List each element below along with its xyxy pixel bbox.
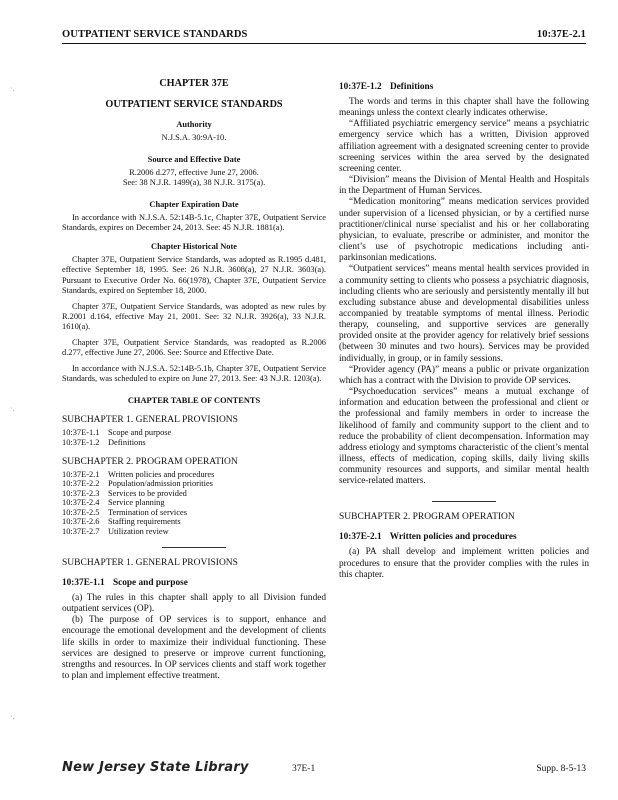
toc-title: Definitions <box>108 437 146 447</box>
toc-list-1 <box>62 428 326 447</box>
toc-title: Service planning <box>108 498 165 508</box>
toc-code: 10:37E-2.5 <box>62 507 100 517</box>
toc-title: Written policies and procedures <box>108 470 215 480</box>
library-watermark: New Jersey State Library <box>62 760 249 775</box>
page-number: 37E-1 <box>292 764 316 774</box>
toc-subchapter-1: SUBCHAPTER 1. GENERAL PROVISIONS <box>62 415 238 426</box>
history-paragraph: Chapter 37E, Outpatient Service Standards, was adopted as R.1995 d.481, effective September 18, 1995. See: 26 N.J.R. 3608(a), 27 N.J.R. 3603(a). Pursuant to Executive Order No. 66(1978), Chapter 37E, Outpatient Service Standards, expired on September 18, 2000. <box>62 255 326 295</box>
scan-mark: ·. <box>10 84 15 93</box>
section-heading <box>339 82 589 92</box>
paragraph: (a) The rules in this chapter shall apply to all Division funded outpatient services (OP). <box>62 592 326 615</box>
right-column <box>339 78 589 581</box>
toc-subchapter-2: SUBCHAPTER 2. PROGRAM OPERATION <box>62 457 238 468</box>
expiration-heading: Chapter Expiration Date <box>149 200 239 210</box>
source-heading: Source and Effective Date <box>147 155 241 165</box>
running-header <box>62 29 586 44</box>
toc-row <box>62 508 326 517</box>
section-divider <box>162 547 226 548</box>
source-line: See: 38 N.J.R. 1499(a), 38 N.J.R. 3175(a). <box>122 178 266 188</box>
authority-heading: Authority <box>176 120 212 129</box>
history-paragraph: Chapter 37E, Outpatient Service Standards, was adopted as new rules by R.2001 d.164, effective May 21, 2001. See: 32 N.J.R. 3926(a), 33 N.J.R. 1610(a). <box>62 301 326 331</box>
section-number: 10:37E-2.1 <box>339 532 382 543</box>
definition: “Affiliated psychiatric emergency service” means a psychiatric emergency service which has a written, Division approved affiliation agreement with a designated screening center to provide screening services within the area served by the designated screening center. <box>339 119 589 174</box>
expiration-text: In accordance with N.J.S.A. 52:14B-5.1c, Chapter 37E, Outpatient Service Standards, expires on December 24, 2013. See: 45 N.J.R. 1881(a). <box>62 213 326 233</box>
toc-title: Termination of services <box>108 507 187 517</box>
toc-code: 10:37E-2.2 <box>62 479 100 489</box>
toc-row <box>62 527 326 536</box>
history-heading: Chapter Historical Note <box>151 242 237 252</box>
section-number: 10:37E-1.2 <box>339 82 382 92</box>
left-column <box>62 78 326 682</box>
toc-title: Utilization review <box>108 526 169 536</box>
toc-code: 10:37E-2.6 <box>62 517 100 527</box>
section-title: Scope and purpose <box>112 577 188 588</box>
section-heading <box>62 578 326 588</box>
toc-row <box>62 438 326 447</box>
authority-text: N.J.S.A. 30:9A-10. <box>161 133 227 142</box>
section-divider <box>432 501 496 502</box>
supplement-date: Supp. 8-5-13 <box>536 764 586 774</box>
history-paragraph: In accordance with N.J.S.A. 52:14B-5.1b, Chapter 37E, Outpatient Service Standards, was scheduled to expire on June 27, 2013. See: 43 N.J.R. 1203(a). <box>62 364 326 384</box>
toc-title: Scope and purpose <box>108 428 172 438</box>
definition: “Outpatient services” means mental health services provided in a community setting to clients who possess a psychiatric diagnosis, including clients who are seriously and persistently mentally ill but excluding substance abuse and developmental disabilities unless accompanied by treatable symptoms of mental illness. Periodic therapy, counseling, and supportive services are generally provided onsite at the provider agency for relatively brief sessions (between 30 minutes and two hours). Services may be provided individually, in group, or in family sessions. <box>339 264 589 364</box>
paragraph: The words and terms in this chapter shall have the following meanings unless the context clearly indicates otherwise. <box>339 97 589 119</box>
toc-row <box>62 498 326 507</box>
toc-row <box>62 517 326 526</box>
toc-row <box>62 470 326 479</box>
scan-mark: ·. <box>10 404 15 413</box>
paragraph: (a) PA shall develop and implement written policies and procedures to ensure that the provider complies with the rules in this chapter. <box>339 547 589 580</box>
toc-title: Services to be provided <box>108 488 187 498</box>
toc-code: 10:37E-2.3 <box>62 488 100 498</box>
toc-code: 10:37E-2.4 <box>62 498 100 508</box>
section-title: Definitions <box>389 82 434 92</box>
scan-mark: ·. <box>10 712 15 721</box>
toc-title: Population/admission priorities <box>108 479 213 489</box>
subchapter-2-title: SUBCHAPTER 2. PROGRAM OPERATION <box>339 512 515 523</box>
toc-code: 10:37E-2.7 <box>62 526 100 536</box>
toc-heading: CHAPTER TABLE OF CONTENTS <box>127 396 261 406</box>
section-title: Written policies and procedures <box>389 532 517 543</box>
toc-row <box>62 428 326 437</box>
section-number: 10:37E-1.1 <box>62 577 105 588</box>
header-section: 10:37E-2.1 <box>536 29 586 40</box>
toc-row <box>62 479 326 488</box>
page-footer <box>62 760 586 775</box>
toc-code: 10:37E-1.2 <box>62 437 100 447</box>
chapter-title: OUTPATIENT SERVICE STANDARDS <box>105 99 283 110</box>
subchapter-1-title: SUBCHAPTER 1. GENERAL PROVISIONS <box>62 557 238 568</box>
header-title: OUTPATIENT SERVICE STANDARDS <box>62 29 248 40</box>
history-paragraph: Chapter 37E, Outpatient Service Standards, was readopted as R.2006 d.277, effective June 27, 2006. See: Source and Effective Date. <box>62 337 326 358</box>
toc-title: Staffing requirements <box>108 517 181 527</box>
toc-code: 10:37E-2.1 <box>62 470 100 480</box>
source-line: R.2006 d.277, effective June 27, 2006. <box>129 168 259 178</box>
toc-list-2 <box>62 470 326 536</box>
chapter-number: CHAPTER 37E <box>159 78 229 89</box>
section-heading <box>339 532 589 542</box>
toc-code: 10:37E-1.1 <box>62 428 100 438</box>
paragraph: (b) The purpose of OP services is to support, enhance and encourage the emotional development and the development of clients life skills in order to maximize their individual functioning. These services are designed to preserve or improve current functioning, strengths and resources. In OP services clients and staff work together to plan and implement effective treatment. <box>62 615 326 681</box>
toc-row <box>62 489 326 498</box>
definition: “Provider agency (PA)” means a public or private organization which has a contract with the Division to provide OP services. <box>339 364 589 386</box>
definition: “Psychoeducation services” means a mutual exchange of information and education between the professional and client or the professional and family members in order to increase the likelihood of family and community support to the client and to reduce the probability of client decompensation. Information may address etiology and symptoms characteristic of the client’s mental illness, effects of medication, coping skills, daily living skills community resources and supports, and similar mental health service-related matters. <box>339 387 589 487</box>
definition: “Medication monitoring” means medication services provided under supervision of a licensed physician, or by a certified nurse practitioner/clinical nurse specialist and his or her collaborating physician, to evaluate, prescribe or administer, and monitor the client’s use of psychotropic medications including anti-parkinsonian medications. <box>339 197 589 264</box>
definition: “Division” means the Division of Mental Health and Hospitals in the Department of Human Services. <box>339 175 589 197</box>
